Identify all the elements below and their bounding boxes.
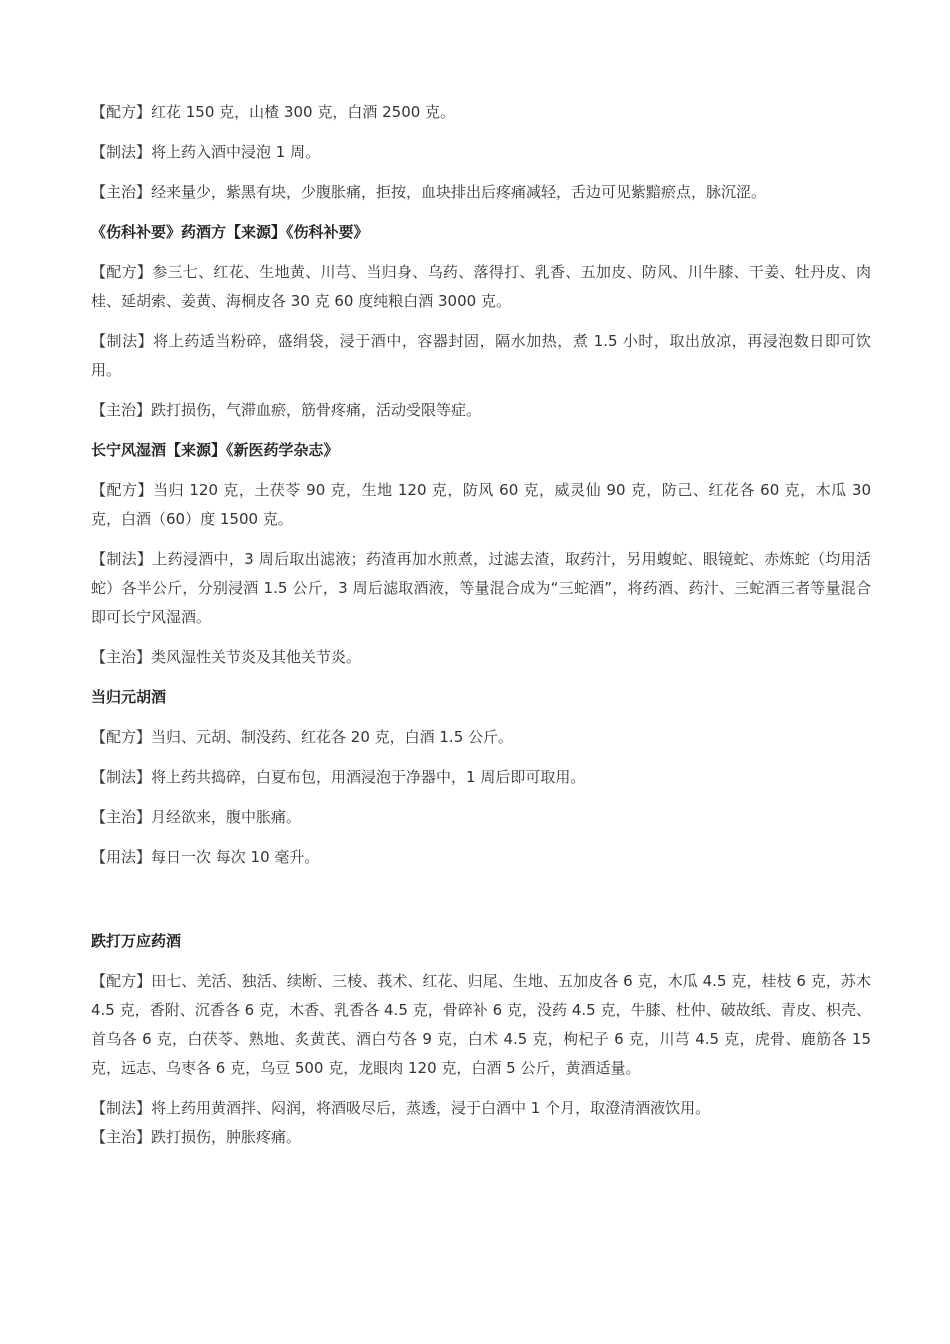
recipe-method: 【制法】将上药适当粉碎，盛绢袋，浸于酒中，容器封固，隔水加热，煮 1.5 小时，取出放凉，再浸泡数日即可饮用。 bbox=[91, 332, 871, 379]
recipe-indication: 【主治】跌打损伤，气滞血瘀，筋骨疼痛，活动受限等症。 bbox=[91, 401, 482, 419]
recipe-formula: 【配方】田七、羌活、独活、续断、三棱、莪术、红花、归尾、生地、五加皮各 6 克，木瓜 4.5 克，桂枝 6 克，苏木 4.5 克，香附、沉香各 6 克，木香、乳香各 4.5 克，骨碎补 6 克，没药 4.5 克，牛膝、杜仲、破故纸、青皮、枳壳、首乌各 6 克，白茯苓、熟地、炙黄芪、酒白芍各 9 克，白术 4.5 克，枸杞子 6 克，川芎 4.5 克，虎骨、鹿筋各 15 克，远志、乌枣各 6 克，乌豆 500 克，龙眼肉 120 克，白酒 5 公斤，黄酒适量。 bbox=[91, 972, 871, 1077]
recipe-method: 【制法】将上药入酒中浸泡 1 周。 bbox=[91, 143, 321, 161]
recipe-indication: 【主治】类风湿性关节炎及其他关节炎。 bbox=[91, 648, 362, 666]
section-spacer bbox=[91, 883, 871, 927]
recipe-heading: 当归元胡酒 bbox=[91, 688, 167, 706]
recipe-heading: 跌打万应药酒 bbox=[91, 932, 182, 950]
recipe-method: 【制法】将上药共捣碎，白夏布包，用酒浸泡于净器中，1 周后即可取用。 bbox=[91, 768, 586, 786]
recipe-method: 【制法】将上药用黄酒拌、闷润，将酒吸尽后，蒸透，浸于白酒中 1 个月，取澄清酒液饮用。 bbox=[91, 1099, 711, 1117]
recipe-indication: 【主治】经来量少，紫黑有块，少腹胀痛，拒按，血块排出后疼痛减轻，舌边可见紫黯瘀点，脉沉涩。 bbox=[91, 183, 767, 201]
recipe-formula: 【配方】参三七、红花、生地黄、川芎、当归身、乌药、落得打、乳香、五加皮、防风、川牛膝、干姜、牡丹皮、肉桂、延胡索、姜黄、海桐皮各 30 克 60 度纯粮白酒 3000 克。 bbox=[91, 263, 871, 310]
recipe-heading: 长宁风湿酒【来源】《新医药学杂志》 bbox=[91, 441, 339, 459]
recipe-formula: 【配方】当归、元胡、制没药、红花各 20 克，白酒 1.5 公斤。 bbox=[91, 728, 514, 746]
recipe-method: 【制法】上药浸酒中，3 周后取出滤液；药渣再加水煎煮，过滤去渣，取药汁，另用蝮蛇、眼镜蛇、赤炼蛇（均用活蛇）各半公斤，分别浸酒 1.5 公斤，3 周后滤取酒液，等量混合成为“三蛇酒”，将药酒、药汁、三蛇酒三者等量混合即可长宁风湿酒。 bbox=[91, 550, 871, 626]
document-body bbox=[91, 98, 871, 1163]
recipe-formula: 【配方】当归 120 克，土茯苓 90 克，生地 120 克，防风 60 克，威灵仙 90 克，防己、红花各 60 克，木瓜 30 克，白酒（60）度 1500 克。 bbox=[91, 481, 871, 528]
recipe-heading: 《伤科补要》药酒方【来源】《伤科补要》 bbox=[91, 223, 369, 241]
recipe-indication: 【主治】月经欲来，腹中胀痛。 bbox=[91, 808, 302, 826]
recipe-usage: 【用法】每日一次 每次 10 毫升。 bbox=[91, 848, 320, 866]
recipe-indication: 【主治】跌打损伤，肿胀疼痛。 bbox=[91, 1128, 302, 1146]
recipe-formula: 【配方】红花 150 克，山楂 300 克，白酒 2500 克。 bbox=[91, 103, 456, 121]
